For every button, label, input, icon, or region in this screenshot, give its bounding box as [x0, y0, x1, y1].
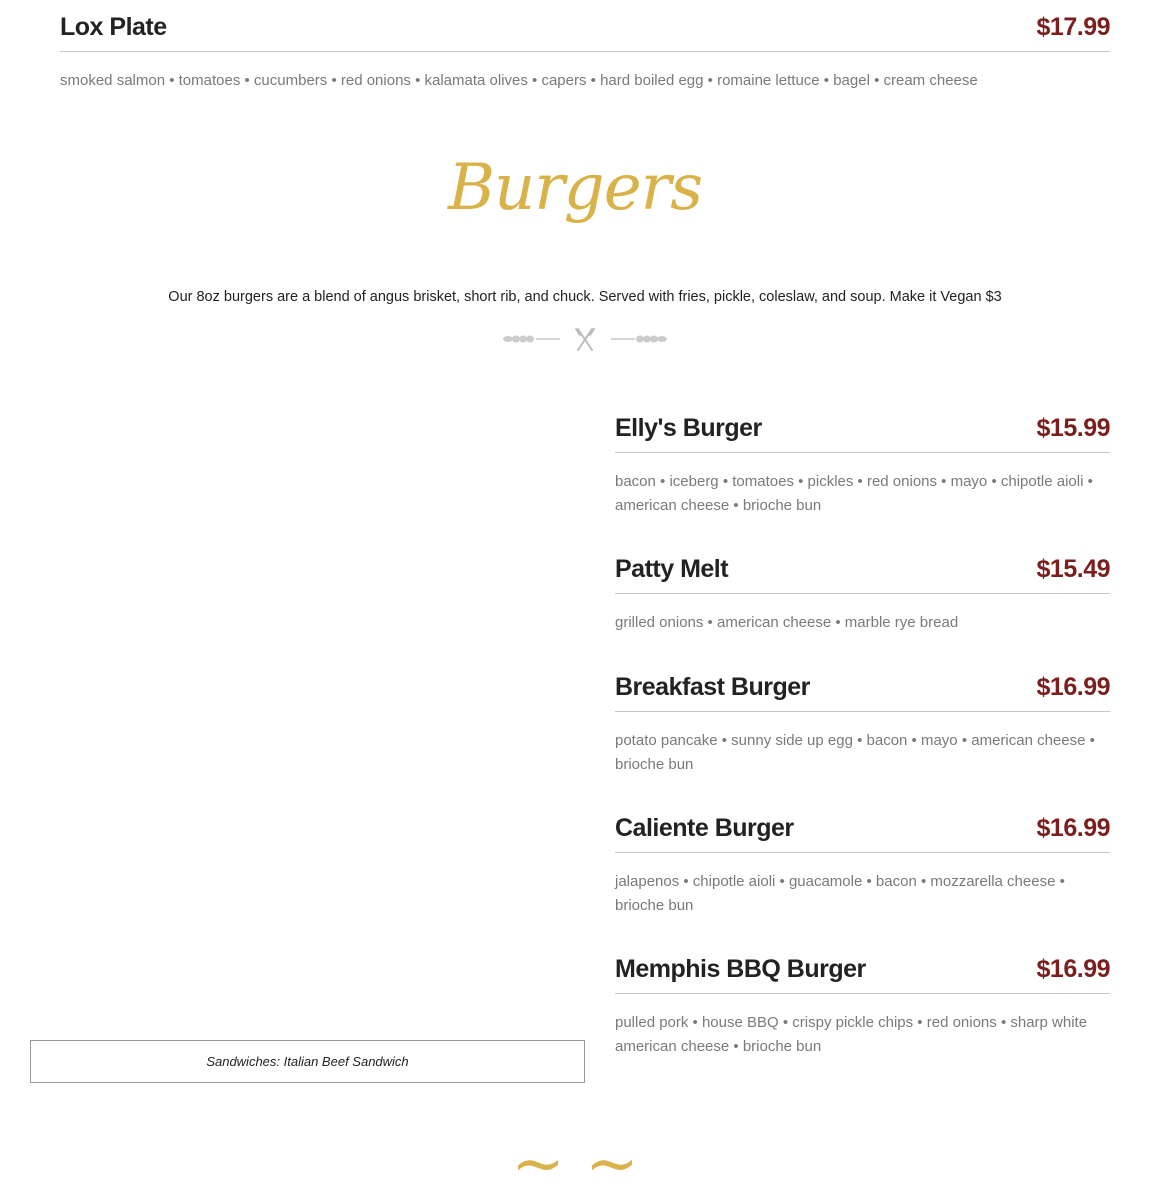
section-title: Burgers [447, 151, 703, 225]
next-section-title-flourish: ~ ~ [511, 1127, 639, 1201]
menu-item-description: potato pancake • sunny side up egg • bacon • mayo • american cheese • brioche bun [615, 732, 1095, 773]
menu-item-header [615, 547, 1110, 594]
menu-item [615, 947, 1110, 1059]
menu-item-price: $17.99 [1036, 13, 1110, 41]
menu-item-price: $15.99 [1036, 414, 1110, 442]
menu-item-description: pulled pork • house BBQ • crispy pickle chips • red onions • sharp white american cheese • brioche bun [615, 1014, 1088, 1055]
image-caption [30, 1040, 585, 1083]
menu-item-description: bacon • iceberg • tomatoes • pickles • red onions • mayo • chipotle aioli • american cheese • brioche bun [615, 473, 1093, 514]
menu-item-header [615, 806, 1110, 853]
menu-item-price: $16.99 [1036, 814, 1110, 842]
menu-item-description: smoked salmon • tomatoes • cucumbers • red onions • kalamata olives • capers • hard boiled egg • romaine lettuce • bagel • cream cheese [60, 72, 978, 89]
menu-item-header [615, 406, 1110, 453]
menu-item [615, 406, 1110, 518]
menu-item-price: $16.99 [1036, 673, 1110, 701]
next-section-title-peek [0, 1124, 1150, 1201]
menu-item-lox-plate [60, 0, 1110, 93]
menu-item-description: jalapenos • chipotle aioli • guacamole • bacon • mozzarella cheese • brioche bun [615, 873, 1065, 914]
menu-item-header [615, 947, 1110, 994]
menu-item-header [60, 0, 1110, 52]
menu-item-header [615, 665, 1110, 712]
burger-list [615, 406, 1110, 1088]
menu-item-name: Lox Plate [60, 13, 167, 41]
menu-item-name: Patty Melt [615, 555, 729, 583]
menu-item-name: Memphis BBQ Burger [615, 955, 866, 983]
menu-item [615, 806, 1110, 918]
menu-item-name: Caliente Burger [615, 814, 794, 842]
menu-item [615, 665, 1110, 777]
menu-item-name: Elly's Burger [615, 414, 762, 442]
section-intro: Our 8oz burgers are a blend of angus brisket, short rib, and chuck. Served with fries, pickle, coleslaw, and soup. Make it Vegan $3 [168, 289, 1002, 305]
caption-text: Sandwiches: Italian Beef Sandwich [206, 1054, 409, 1069]
menu-item [615, 547, 1110, 635]
menu-item-description: grilled onions • american cheese • marble rye bread [615, 614, 959, 631]
menu-item-name: Breakfast Burger [615, 673, 810, 701]
menu-item-price: $15.49 [1036, 555, 1110, 583]
fork-knife-wheat-icon [500, 324, 670, 354]
menu-item-price: $16.99 [1036, 955, 1110, 983]
